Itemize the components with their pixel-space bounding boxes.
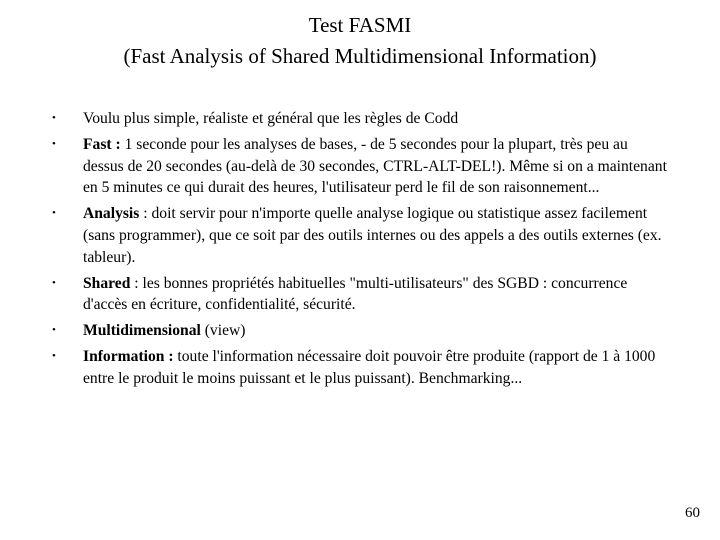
bullet-bold-text: Fast :	[83, 135, 121, 153]
bullet-icon: •	[52, 324, 56, 337]
bullet-icon: •	[52, 112, 56, 124]
bullet-item	[52, 108, 672, 130]
bullet-item	[52, 134, 672, 199]
bullet-icon: •	[52, 207, 56, 220]
bullet-icon: •	[52, 137, 56, 150]
page-number: 60	[685, 505, 700, 521]
slide-title	[0, 10, 720, 72]
bullet-bold-text: Analysis	[83, 205, 140, 223]
bullet-text: 1 seconde pour les analyses de bases, - de 5 secondes pour la plupart, très peu au dessus de 20 secondes (au-delà de 30 secondes, CTRL-ALT-DEL!). Même si on a maintenant en 5 minutes ce qui durait des heures, l'utilisateur perd le fil de son raisonnement...	[83, 135, 667, 197]
bullet-text: toute l'information nécessaire doit pouvoir être produite (rapport de 1 à 1000 entre le produit le moins puissant et le plus puissant). Benchmarking...	[83, 347, 656, 387]
bullet-text: Voulu plus simple, réaliste et général que les règles de Codd	[83, 110, 459, 127]
bullet-item	[52, 346, 672, 390]
bullet-bold-text: Shared	[83, 274, 131, 292]
bullet-icon: •	[52, 349, 56, 362]
bullet-item	[52, 273, 672, 317]
title-line-1: Test FASMI	[308, 13, 412, 37]
bullet-icon: •	[52, 276, 56, 289]
bullet-item	[52, 320, 672, 342]
bullet-bold-text: Information :	[83, 347, 174, 365]
bullet-bold-text: Multidimensional	[83, 322, 201, 340]
title-line-2: (Fast Analysis of Shared Multidimensional Information)	[123, 44, 597, 68]
bullet-text: : les bonnes propriétés habituelles "multi-utilisateurs" des SGBD : concurrence d'accès en écriture, confidentialité, sécurité.	[83, 274, 628, 314]
bullet-text: (view)	[200, 322, 246, 340]
bullet-list	[52, 108, 672, 394]
bullet-item	[52, 203, 672, 268]
bullet-text: : doit servir pour n'importe quelle analyse logique ou statistique assez facilement (sans programmer), que ce soit par des outils internes ou des appels a des outils externes (ex. tableur).	[83, 205, 662, 266]
